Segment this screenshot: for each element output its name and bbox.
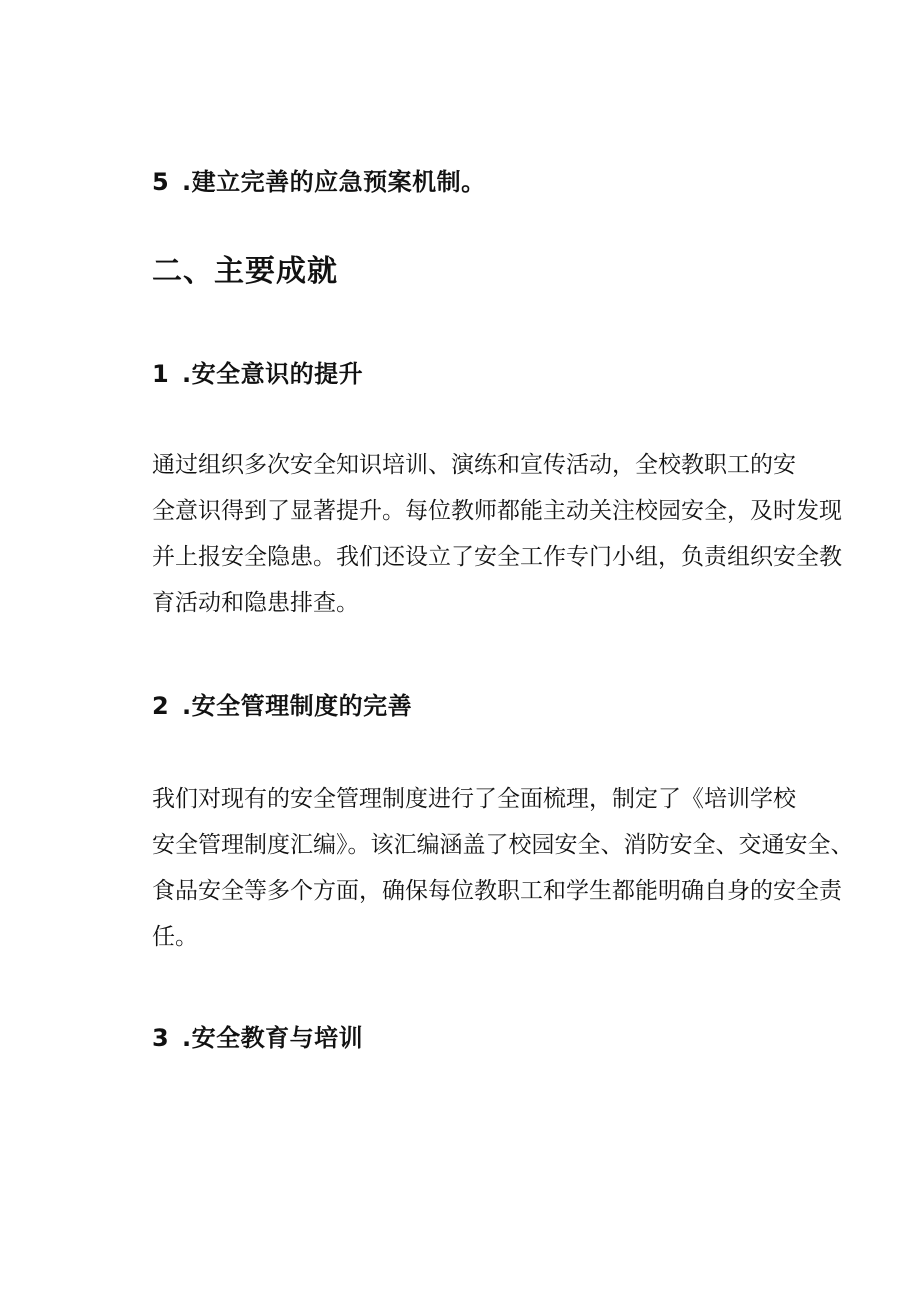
subsection-1-text: .安全意识的提升 — [182, 360, 364, 388]
paragraph-1-line-3: 并上报安全隐患。我们还设立了安全工作专门小组，负责组织安全教 — [152, 544, 842, 570]
item-5-heading — [152, 166, 486, 198]
paragraph-1-line-2: 全意识得到了显著提升。每位教师都能主动关注校园安全，及时发现 — [152, 498, 842, 524]
paragraph-1-line — [152, 442, 796, 488]
subsection-2-heading — [152, 690, 412, 722]
paragraph-1-line-1: 通过组织多次安全知识培训、演练和宣传活动，全校教职工的安 — [152, 452, 796, 478]
paragraph-2-line-3: 食品安全等多个方面，确保每位教职工和学生都能明确自身的安全责 — [152, 878, 842, 904]
section-2-title: 二、主要成就 — [152, 254, 338, 289]
subsection-2-text: .安全管理制度的完善 — [182, 692, 413, 720]
paragraph-2 — [152, 776, 854, 960]
subsection-3-heading — [152, 1022, 363, 1054]
subsection-3-number: 3 — [152, 1024, 170, 1052]
paragraph-2-line-2: 安全管理制度汇编》。该汇编涵盖了校园安全、消防安全、交通安全、 — [152, 832, 854, 858]
paragraph-2-line-4: 任。 — [152, 924, 198, 950]
paragraph-1-line-4: 育活动和隐患排查。 — [152, 590, 359, 616]
subsection-3-text: .安全教育与培训 — [182, 1024, 364, 1052]
paragraph-1 — [152, 442, 842, 626]
item-5-number: 5 — [152, 168, 170, 196]
subsection-1-heading — [152, 358, 363, 390]
subsection-2-number: 2 — [152, 692, 170, 720]
paragraph-2-line-1: 我们对现有的安全管理制度进行了全面梳理，制定了《培训学校 — [152, 786, 796, 812]
subsection-1-number: 1 — [152, 360, 170, 388]
item-5-text: .建立完善的应急预案机制。 — [182, 168, 486, 196]
